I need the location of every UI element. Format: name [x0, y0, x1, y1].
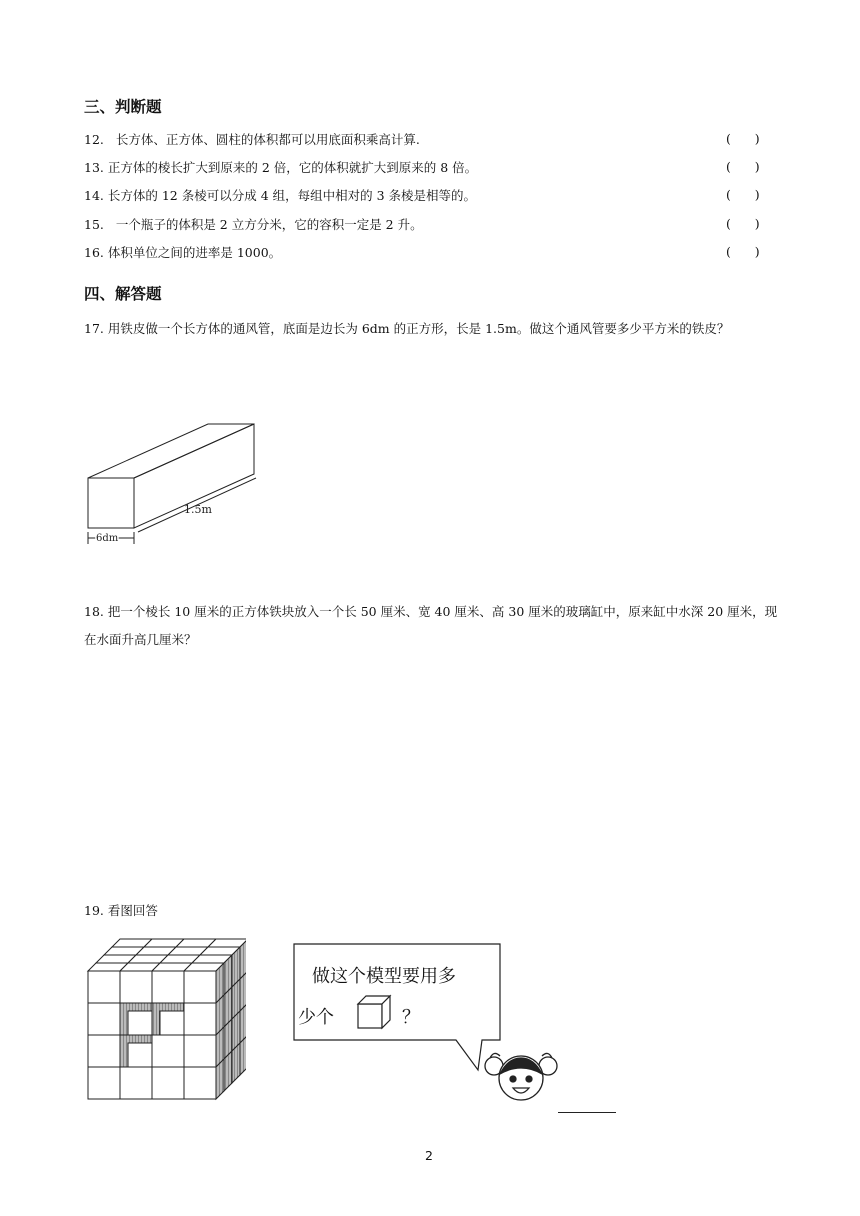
duct-top-face — [88, 424, 254, 478]
front-cube-face — [152, 1067, 184, 1099]
question-text: 长方体的 12 条棱可以分成 4 组，每组中相对的 3 条棱是相等的。 — [107, 188, 477, 203]
question-number: 18. — [84, 604, 104, 619]
answer-paren-12[interactable]: ( ) — [726, 131, 760, 146]
girl-face-icon — [482, 1048, 562, 1110]
inner-cube-face — [128, 1043, 152, 1067]
cube-model-figure — [84, 935, 246, 1113]
side-label: 6dm — [96, 533, 119, 544]
inner-cube-face — [128, 1011, 152, 1035]
question-number: 14. — [84, 188, 104, 203]
bubble-line-2 — [298, 1003, 334, 1029]
bubble-suffix: ？ — [402, 1007, 420, 1028]
front-cube-face — [120, 1067, 152, 1099]
question-text: 长方体、正方体、圆柱的体积都可以用底面积乘高计算. — [115, 132, 420, 147]
front-cube-face — [184, 1067, 216, 1099]
bubble-prefix: 少个 — [298, 1007, 334, 1028]
question-number: 16. — [84, 245, 104, 260]
question-number: 13. — [84, 160, 104, 175]
front-cube-face — [88, 1003, 120, 1035]
question-number: 17. — [84, 321, 104, 336]
front-cube-face — [184, 1035, 216, 1067]
question-text: 体积单位之间的进率是 1000。 — [107, 245, 282, 260]
question-text: 正方体的棱长扩大到原来的 2 倍，它的体积就扩大到原来的 8 倍。 — [107, 160, 478, 175]
question-16 — [84, 244, 281, 262]
question-text: 用铁皮做一个长方体的通风管，底面是边长为 6dm 的正方形，长是 1.5m。做这个通风管要多少平方米的铁皮？ — [107, 321, 730, 336]
question-number: 15. — [84, 217, 104, 232]
front-cube-face — [152, 971, 184, 1003]
section-3-title: 三、判断题 — [84, 98, 162, 116]
question-number: 12. — [84, 132, 104, 147]
front-cube-face — [120, 971, 152, 1003]
question-19 — [84, 902, 158, 920]
front-cube-face — [152, 1035, 184, 1067]
front-cube-face — [88, 1067, 120, 1099]
section-4-title: 四、解答题 — [84, 285, 162, 303]
inner-cube-face — [160, 1011, 184, 1035]
duct-front-face — [88, 478, 134, 528]
question-13 — [84, 159, 477, 177]
bubble-line-1: 做这个模型要用多 — [312, 966, 456, 987]
answer-paren-13[interactable]: ( ) — [726, 159, 760, 174]
answer-paren-14[interactable]: ( ) — [726, 187, 760, 202]
duct-figure — [84, 420, 264, 550]
front-cube-face — [184, 1003, 216, 1035]
answer-paren-16[interactable]: ( ) — [726, 244, 760, 259]
question-number: 19. — [84, 903, 104, 918]
question-14 — [84, 187, 476, 205]
page-number: 2 — [425, 1148, 433, 1163]
question-text: 看图回答 — [107, 903, 158, 918]
question-12 — [84, 131, 420, 149]
question-17 — [84, 315, 784, 343]
answer-paren-15[interactable]: ( ) — [726, 216, 760, 231]
front-cube-face — [88, 1035, 120, 1067]
front-cube-face — [88, 971, 120, 1003]
answer-line[interactable] — [558, 1112, 616, 1113]
small-cube-icon — [354, 992, 394, 1032]
length-label: 1.5m — [184, 503, 212, 516]
question-text: 一个瓶子的体积是 2 立方分米，它的容积一定是 2 升。 — [115, 217, 423, 232]
question-18 — [84, 598, 784, 654]
question-text: 把一个棱长 10 厘米的正方体铁块放入一个长 50 厘米、宽 40 厘米、高 30 厘米的玻璃缸中，原来缸中水深 20 厘米，现在水面升高几厘米？ — [84, 604, 778, 647]
question-15 — [84, 216, 423, 234]
front-cube-face — [184, 971, 216, 1003]
